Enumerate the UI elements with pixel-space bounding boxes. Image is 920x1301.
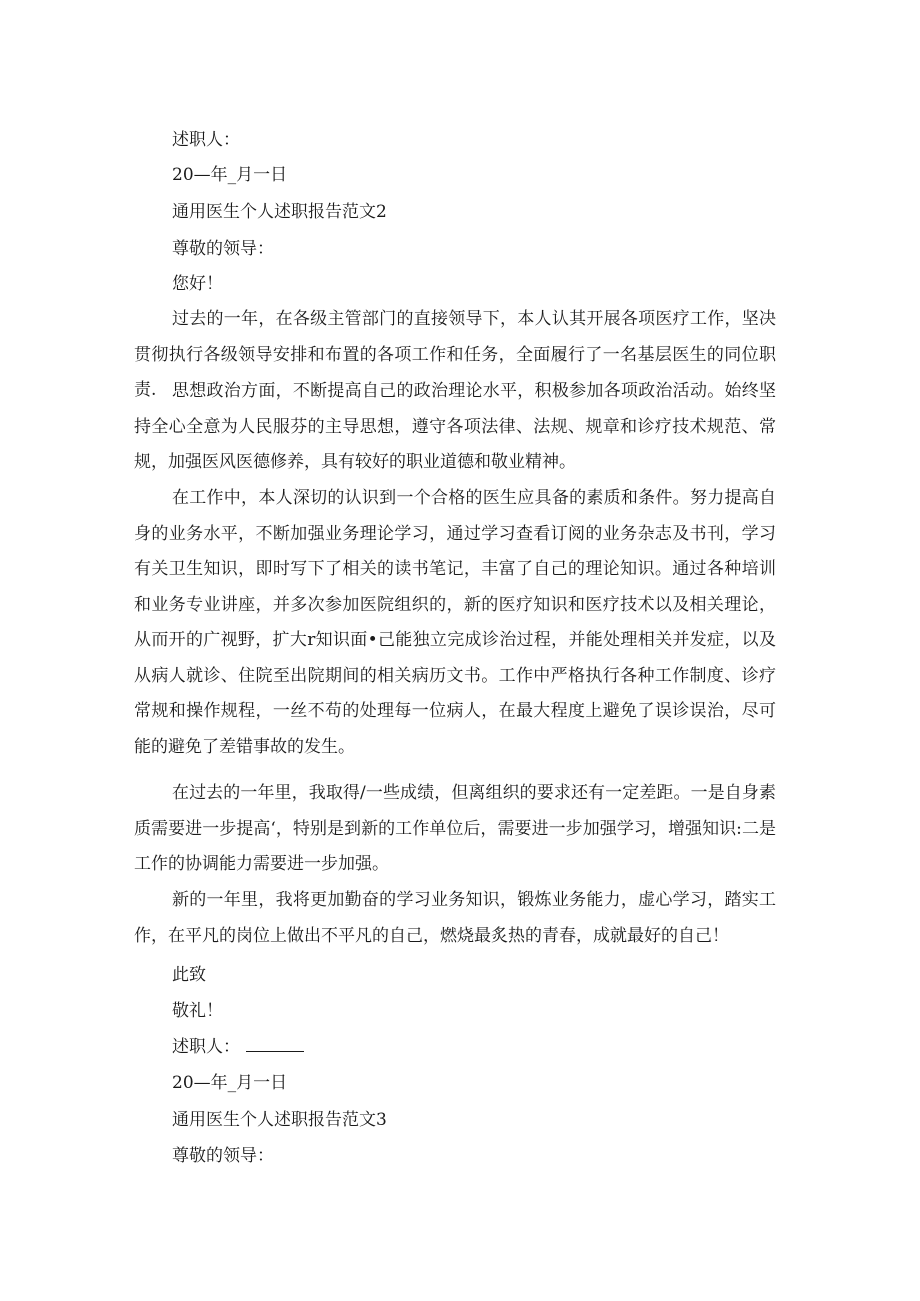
greeting: 您好！ [172, 274, 223, 294]
salutation: 尊敬的领导： [172, 239, 274, 259]
body-paragraph: 思想政治方面，不断提高自己的政治理论水平，积极参加各项政治活动。始终坚持全心全意为人民服芬的主导思想，遵守各项法律、法规、规章和诊疗技术规范、常规，加强医风医德修养，具有较好的职业道德和敬业精神。 [134, 381, 776, 472]
report-title: 通用医生个人述职报告范文3 [172, 1110, 387, 1130]
body-paragraph: 新的一年里，我将更加勤奋的学习业务知识，锻炼业务能力，虚心学习，踏实工作，在平凡的岗位上做出不平凡的自己，燃烧最炙热的青春，成就最好的自己！ [134, 890, 776, 946]
body-paragraph: 在工作中，本人深切的认识到一个合格的医生应具备的素质和条件。努力提高自身的业务水平，不断加强业务理论学习，通过学习查看订阅的业务杂志及书刊，学习有关卫生知识，即时写下了相关的读书笔记，丰富了自己的理论知识。通过各种培训和业务专业讲座，并多次参加医院组织的，新的医疗知识和医疗技术以及相关理论，从而开的广视野，扩大r知识面•己能独立完成诊治过程，并能处理相关并发症，以及从病人就诊、住院至出院期间的相关病历文书。工作中严格执行各种工作制度、诊疗常规和操作规程，一丝不苟的处理每一位病人，在最大程度上避免了误诊误治，尽可能的避免了差错事故的发生。 [134, 488, 776, 757]
body-paragraph: 过去的一年，在各级主管部门的直接领导下，本人认其开展各项医疗工作，坚决贯彻执行各级领导安排和布置的各项工作和任务，全面履行了一名基层医生的同位职责. [134, 309, 776, 400]
signer-label: 述职人： [172, 130, 240, 150]
report-title: 通用医生个人述职报告范文2 [172, 202, 387, 222]
signature-line [172, 1036, 304, 1058]
closing-line: 敬礼！ [172, 1001, 223, 1021]
signer-label: 述职人： [172, 1037, 240, 1057]
date-line: 20—年_月一日 [172, 1073, 288, 1093]
date-line: 20—年_月一日 [172, 165, 288, 185]
closing-line: 此致 [172, 965, 206, 985]
signature-blank [246, 1037, 304, 1052]
body-paragraph: 在过去的一年里，我取得/一些成绩，但离组织的要求还有一定差距。一是自身素质需要进一步提高‘，特别是到新的工作单位后，需要进一步加强学习，增强知识:二是工作的协调能力需要进一步加强。 [134, 783, 776, 874]
salutation: 尊敬的领导： [172, 1146, 274, 1166]
